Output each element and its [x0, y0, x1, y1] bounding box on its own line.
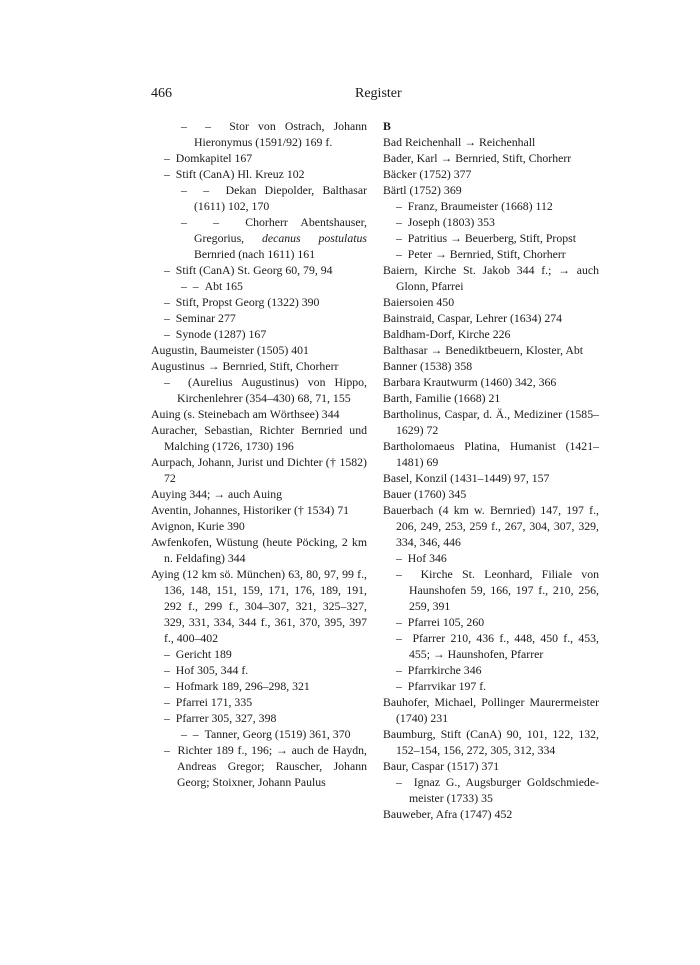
- index-entry: [383, 614, 599, 630]
- index-entry: [383, 550, 599, 566]
- index-entry: [383, 662, 599, 678]
- entry-text: Bad Reichenhall → Reichenhall: [383, 135, 536, 149]
- index-entry: [151, 182, 367, 214]
- entry-text: Peter → Bernried, Stift, Chorherr: [407, 247, 566, 261]
- index-entry: [383, 310, 599, 326]
- index-entry: [151, 726, 367, 742]
- subentry-dash: –: [164, 679, 176, 693]
- entry-text: Joseph (1803) 353: [407, 215, 495, 229]
- index-entry: [383, 486, 599, 502]
- subentry-dash: –: [396, 631, 413, 645]
- index-entry: [383, 134, 599, 150]
- entry-text: Auracher, Sebastian, Richter Bernried und Malching (1726, 1730) 196: [151, 423, 367, 453]
- index-entry: [383, 342, 599, 358]
- entry-text: Aventin, Johannes, Historiker († 1534) 71: [151, 503, 350, 517]
- index-entry: [383, 246, 599, 262]
- entry-text: Synode (1287) 167: [175, 327, 267, 341]
- subentry-dash: –: [396, 551, 408, 565]
- entry-text: Pfarrer 305, 327, 398: [175, 711, 277, 725]
- entry-text: Seminar 277: [175, 311, 236, 325]
- subentry-dash: –: [396, 615, 408, 629]
- subentry-dash: –: [164, 167, 176, 181]
- entry-text: Auing (s. Steinebach am Wörthsee) 344: [151, 407, 340, 421]
- subentry-dash: –: [396, 567, 421, 581]
- entry-text: Franz, Braumeister (1668) 112: [407, 199, 553, 213]
- entry-text: (Aurelius Augustinus) von Hippo, Kirchenlehrer (354–430) 68, 71, 155: [177, 375, 367, 405]
- entry-text: Baiern, Kirche St. Jakob 344 f.; → auch Glonn, Pfarrei: [383, 263, 599, 293]
- index-entry: [383, 502, 599, 550]
- index-entry: [383, 262, 599, 294]
- index-entry: [151, 118, 367, 150]
- entry-text: Banner (1538) 358: [383, 359, 473, 373]
- index-entry: [383, 678, 599, 694]
- index-entry: [151, 534, 367, 566]
- subentry-dash: – –: [181, 279, 205, 293]
- index-entry: [383, 358, 599, 374]
- index-entry: [383, 374, 599, 390]
- entry-text: Kirche St. Leonhard, Filiale von Haunshofen 59, 166, 197 f., 210, 256, 259, 391: [409, 567, 599, 613]
- running-title: Register: [355, 86, 402, 101]
- entry-text: Chorherr Abentshauser, Gregorius,: [194, 215, 368, 245]
- index-entry: [383, 470, 599, 486]
- subentry-dash: –: [164, 647, 176, 661]
- entry-text: Ignaz G., Augsburger Goldschmiedemeister (1733) 35: [409, 775, 600, 805]
- entry-text: Pfarrkirche 346: [407, 663, 482, 677]
- entry-italic: decanus postulatus: [261, 231, 367, 245]
- index-entry: [151, 678, 367, 694]
- entry-text: Bäcker (1752) 377: [383, 167, 472, 181]
- subentry-dash: –: [164, 327, 176, 341]
- entry-text: Domkapitel 167: [175, 151, 253, 165]
- index-entry: [151, 406, 367, 422]
- entry-text: Basel, Konzil (1431–1449) 97, 157: [383, 471, 550, 485]
- index-entry: [383, 694, 599, 726]
- subentry-dash: – –: [181, 215, 246, 229]
- subentry-dash: –: [164, 151, 176, 165]
- index-entry: [151, 374, 367, 406]
- index-entry: [383, 406, 599, 438]
- entry-text: Aying (12 km sö. München) 63, 80, 97, 99 f., 136, 148, 151, 159, 171, 176, 189, 191, 292 f., 299 f., 304–307, 321, 325–327, 329, 331, 334, 344 f., 361, 370, 395, 397 f., 400–402: [151, 567, 367, 645]
- entry-text: Baumburg, Stift (CanA) 90, 101, 122, 132, 152–154, 156, 272, 305, 312, 334: [383, 727, 599, 757]
- subentry-dash: –: [164, 695, 176, 709]
- entry-text: Bauerbach (4 km w. Bernried) 147, 197 f., 206, 249, 253, 259 f., 267, 304, 307, 329, 334, 346, 446: [383, 503, 599, 549]
- entry-text: Hof 305, 344 f.: [175, 663, 249, 677]
- subentry-dash: – –: [181, 727, 205, 741]
- entry-text: Dekan Diepolder, Balthasar (1611) 102, 170: [194, 183, 367, 213]
- index-entry: [383, 630, 599, 662]
- index-entry: [151, 326, 367, 342]
- index-entry: [151, 342, 367, 358]
- entry-text: Tanner, Georg (1519) 361, 370: [204, 727, 351, 741]
- index-entry: [383, 726, 599, 758]
- index-entry: [383, 182, 599, 198]
- index-entry: [151, 646, 367, 662]
- index-entry: [151, 566, 367, 646]
- entry-text: Pfarrer 210, 436 f., 448, 450 f., 453, 455; → Haunshofen, Pfarrer: [409, 631, 600, 661]
- index-entry: [383, 326, 599, 342]
- subentry-dash: –: [396, 663, 408, 677]
- entry-text: Richter 189 f., 196; → auch de Haydn, Andreas Gregor; Rauscher, Johann Georg; Stoixner, Johann Paulus: [177, 743, 367, 789]
- entry-text: Baur, Caspar (1517) 371: [383, 759, 500, 773]
- index-entry: [151, 502, 367, 518]
- index-entry: [151, 166, 367, 182]
- index-entry: [383, 214, 599, 230]
- index-entry: [383, 566, 599, 614]
- entry-text: Augustin, Baumeister (1505) 401: [151, 343, 309, 357]
- entry-text: Bartholomaeus Platina, Humanist (1421–1481) 69: [383, 439, 599, 469]
- entry-text: Barbara Krautwurm (1460) 342, 366: [383, 375, 557, 389]
- index-entry: [151, 262, 367, 278]
- index-entry: [383, 758, 599, 774]
- entry-text: Aurpach, Johann, Jurist und Dichter († 1582) 72: [151, 455, 367, 485]
- subentry-dash: –: [164, 743, 178, 757]
- entry-text: Bauer (1760) 345: [383, 487, 467, 501]
- index-entry: [383, 806, 599, 822]
- index-entry: [383, 150, 599, 166]
- subentry-dash: –: [396, 247, 408, 261]
- index-entry: [383, 166, 599, 182]
- subentry-dash: –: [396, 679, 408, 693]
- entry-text: Pfarrei 105, 260: [407, 615, 485, 629]
- entry-text: Abt 165: [204, 279, 243, 293]
- index-entry: [383, 438, 599, 470]
- entry-text: Avignon, Kurie 390: [151, 519, 245, 533]
- index-entry: [151, 486, 367, 502]
- index-entry: [151, 662, 367, 678]
- entry-text: Auying 344; → auch Auing: [151, 487, 283, 501]
- entry-text: Bärtl (1752) 369: [383, 183, 462, 197]
- entry-text: Stift, Propst Georg (1322) 390: [175, 295, 320, 309]
- index-entry: [151, 150, 367, 166]
- entry-text: Hofmark 189, 296–298, 321: [175, 679, 310, 693]
- index-entry: [151, 278, 367, 294]
- entry-text: Pfarrei 171, 335: [175, 695, 253, 709]
- index-entry: [383, 230, 599, 246]
- entry-text: Baldham-Dorf, Kirche 226: [383, 327, 511, 341]
- subentry-dash: –: [164, 663, 176, 677]
- page-number: 466: [151, 86, 172, 101]
- entry-text: Bauhofer, Michael, Pollinger Maurermeister (1740) 231: [383, 695, 599, 725]
- subentry-dash: –: [164, 311, 176, 325]
- entry-text: Awfenkofen, Wüstung (heute Pöcking, 2 km n. Feldafing) 344: [151, 535, 367, 565]
- entry-text: Pfarrvikar 197 f.: [407, 679, 487, 693]
- subentry-dash: –: [396, 215, 408, 229]
- index-entry: [151, 294, 367, 310]
- entry-text: Augustinus → Bernried, Stift, Chorherr: [151, 359, 339, 373]
- entry-text-after: Bernried (nach 1611) 161: [194, 247, 316, 261]
- index-entry: [151, 310, 367, 326]
- entry-text: Hof 346: [407, 551, 447, 565]
- index-column-left: [151, 118, 367, 790]
- index-column-right: [383, 118, 599, 822]
- section-letter: B: [383, 119, 391, 133]
- subentry-dash: –: [164, 375, 189, 389]
- index-entry: [151, 214, 367, 262]
- subentry-dash: –: [164, 711, 176, 725]
- index-entry: [151, 358, 367, 374]
- index-entry: [151, 742, 367, 790]
- entry-text: Balthasar → Benediktbeuern, Kloster, Abt: [383, 343, 584, 357]
- subentry-dash: – –: [181, 119, 230, 133]
- subentry-dash: –: [396, 775, 414, 789]
- entry-text: Bartholinus, Caspar, d. Ä., Mediziner (1585–1629) 72: [383, 407, 599, 437]
- subentry-dash: –: [164, 263, 176, 277]
- subentry-dash: –: [396, 231, 408, 245]
- subentry-dash: – –: [181, 183, 226, 197]
- index-entry: [383, 774, 599, 806]
- index-entry: [151, 518, 367, 534]
- index-entry: [383, 294, 599, 310]
- entry-text: Stift (CanA) Hl. Kreuz 102: [175, 167, 305, 181]
- index-entry: [151, 454, 367, 486]
- entry-text: Baiersoien 450: [383, 295, 455, 309]
- subentry-dash: –: [164, 295, 176, 309]
- index-entry: [151, 710, 367, 726]
- index-entry: [151, 694, 367, 710]
- subentry-dash: –: [396, 199, 408, 213]
- entry-text: Barth, Familie (1668) 21: [383, 391, 501, 405]
- index-entry: [383, 198, 599, 214]
- entry-text: Stift (CanA) St. Georg 60, 79, 94: [175, 263, 333, 277]
- entry-text: Gericht 189: [175, 647, 232, 661]
- entry-text: Stor von Ostrach, Johann Hieronymus (1591/92) 169 f.: [194, 119, 368, 149]
- entry-text: Bauweber, Afra (1747) 452: [383, 807, 513, 821]
- index-entry: [383, 390, 599, 406]
- entry-text: Patritius → Beuerberg, Stift, Propst: [407, 231, 577, 245]
- entry-text: Bader, Karl → Bernried, Stift, Chorherr: [383, 151, 572, 165]
- entry-text: Bainstraid, Caspar, Lehrer (1634) 274: [383, 311, 563, 325]
- index-entry: [151, 422, 367, 454]
